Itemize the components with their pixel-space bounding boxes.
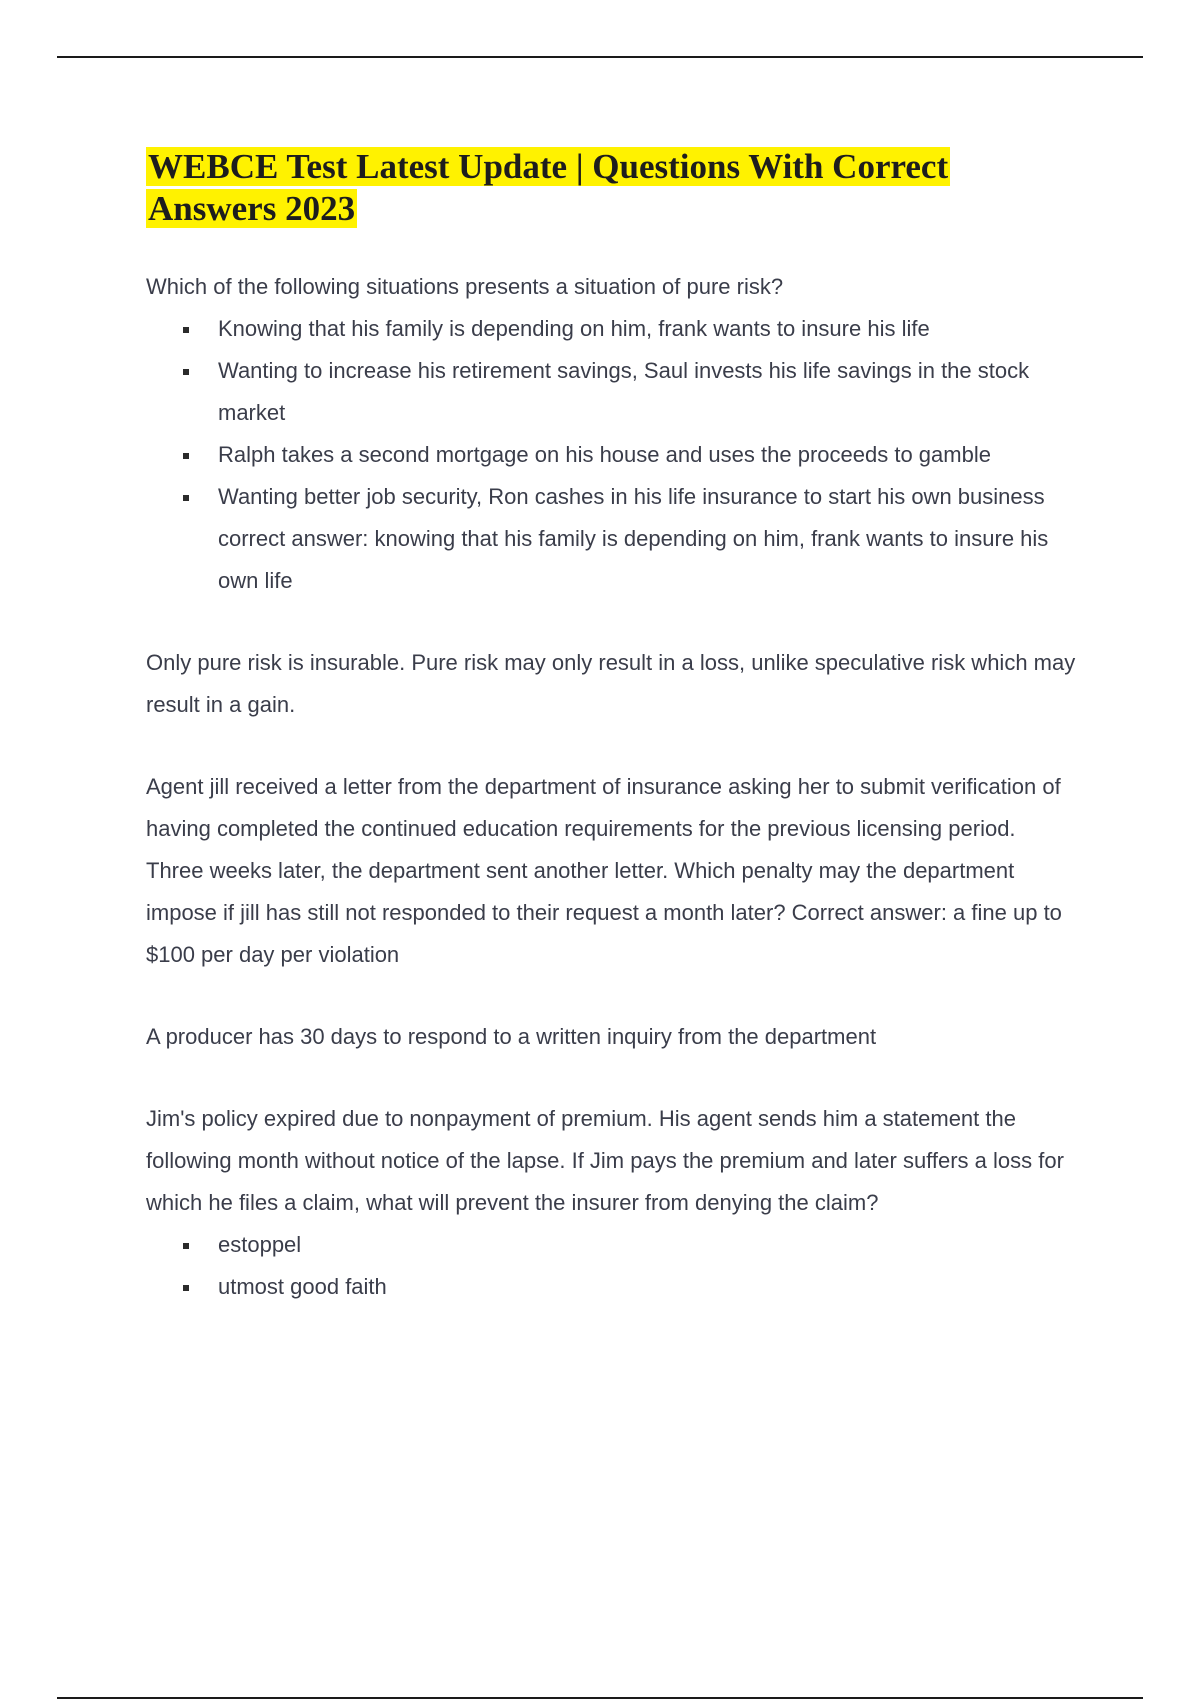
document-title bbox=[146, 146, 1076, 230]
jim-policy-options bbox=[146, 1224, 1076, 1308]
list-item: Knowing that his family is depending on him, frank wants to insure his life bbox=[218, 308, 1076, 350]
question-pure-risk: Which of the following situations presents a situation of pure risk? bbox=[146, 274, 784, 299]
pure-risk-options bbox=[146, 308, 1076, 602]
title-highlight: WEBCE Test Latest Update | Questions With Correct Answers 2023 bbox=[148, 147, 949, 228]
bottom-rule bbox=[57, 1697, 1143, 1699]
question-agent-jill: Agent jill received a letter from the department of insurance asking her to submit verification of having completed the continued education requirements for the previous licensing period. Three weeks later, the department sent another letter. Which penalty may the department impose if jill has still not responded to their request a month later? Correct answer: a fine up to $100 per day per violation bbox=[146, 774, 1062, 967]
list-item: Wanting to increase his retirement savings, Saul invests his life savings in the stock market bbox=[218, 350, 1076, 434]
list-item: Wanting better job security, Ron cashes in his life insurance to start his own business correct answer: knowing that his family is depending on him, frank wants to insure his own life bbox=[218, 476, 1076, 602]
question-jim-policy: Jim's policy expired due to nonpayment of premium. His agent sends him a statement the following month without notice of the lapse. If Jim pays the premium and later suffers a loss for which he files a claim, what will prevent the insurer from denying the claim? bbox=[146, 1106, 1064, 1215]
document-body bbox=[146, 146, 1076, 1308]
list-item: utmost good faith bbox=[218, 1266, 1076, 1308]
top-rule bbox=[57, 56, 1143, 58]
list-item: estoppel bbox=[218, 1224, 1076, 1266]
producer-inquiry-statement: A producer has 30 days to respond to a written inquiry from the department bbox=[146, 1024, 877, 1049]
list-item: Ralph takes a second mortgage on his house and uses the proceeds to gamble bbox=[218, 434, 1076, 476]
pure-risk-explanation: Only pure risk is insurable. Pure risk may only result in a loss, unlike speculative risk which may result in a gain. bbox=[146, 650, 1076, 717]
